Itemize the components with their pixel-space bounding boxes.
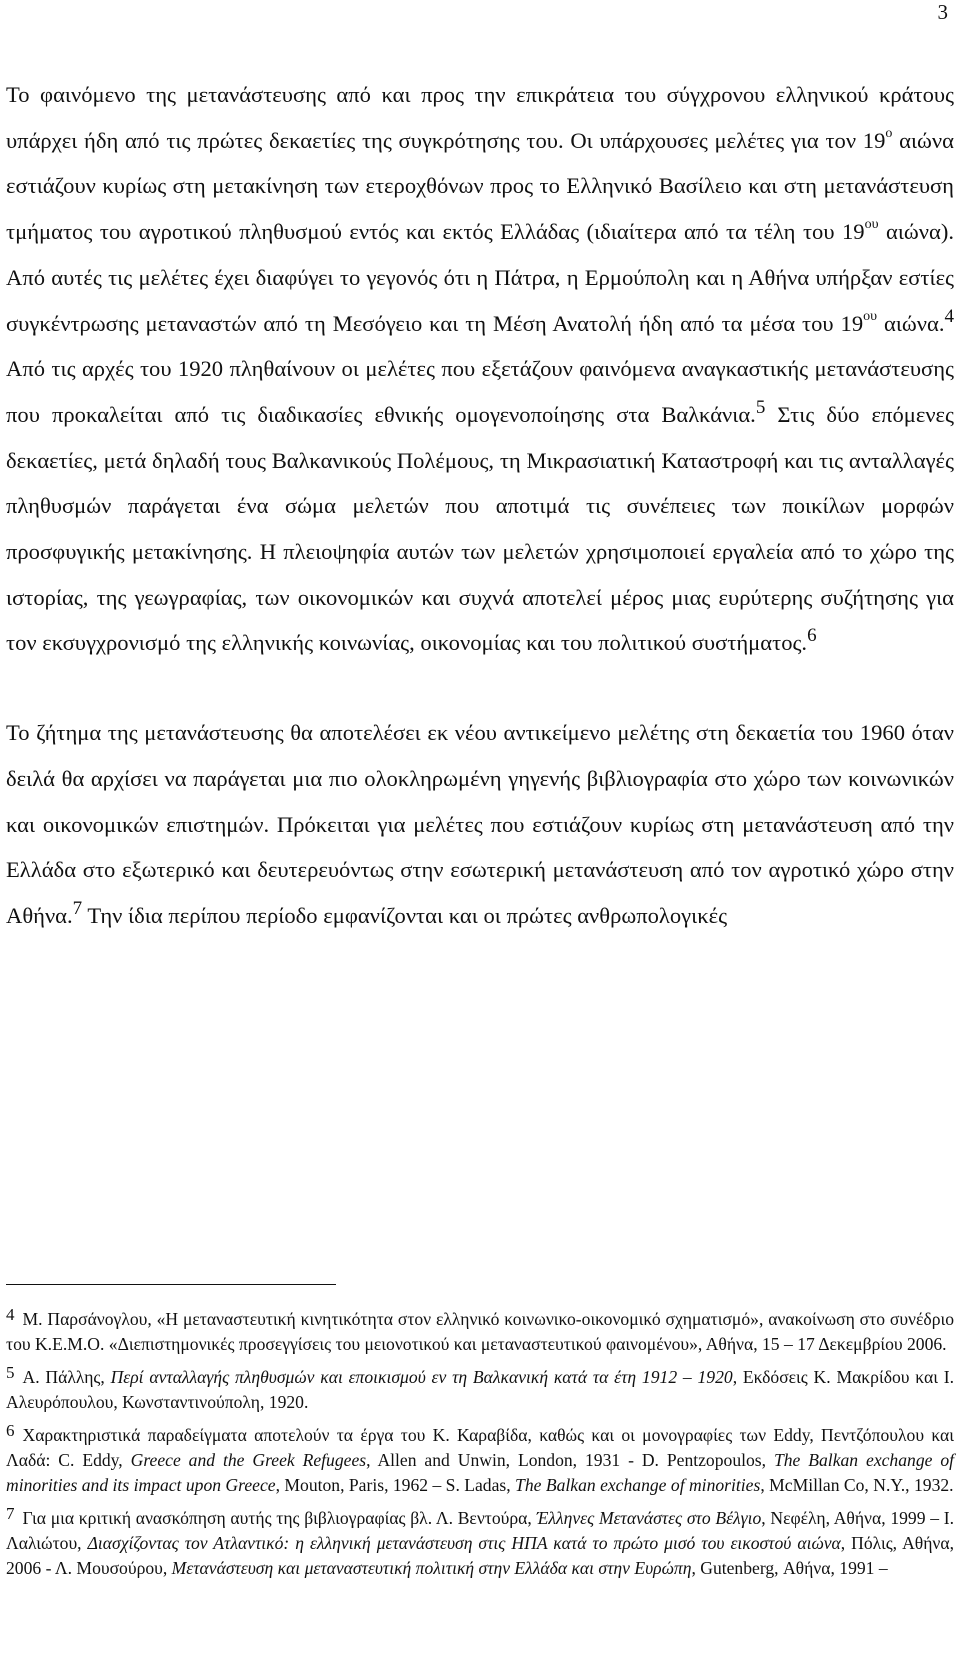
ordinal-superscript: ο [885, 125, 893, 141]
italic-title: Διασχίζοντας τον Ατλαντικό: η ελληνική μετανάστευση στις ΗΠΑ κατά το πρώτο μισό του εικοστού αιώνα [87, 1533, 841, 1553]
footnote-5 [6, 1365, 954, 1415]
footnote-reference: 4 [944, 305, 954, 327]
text-run: αιώνα εστιάζουν κυρίως στη μετακίνηση των ετεροχθόνων προς το Ελληνικό Βασίλειο και στη μετανάστευση τμήματος του αγροτικού πληθυσμού εντός και εκτός Ελλάδας (ιδιαίτερα από τα τέλη του 19 [6, 127, 954, 245]
footnote-number: 4 [6, 1305, 15, 1324]
footnote-6 [6, 1423, 954, 1498]
text-run: Μ. Παρσάνογλου, «Η μεταναστευτική κινητικότητα στον ελληνικό κοινωνικο-οικονομικό σχηματισμό», ανακοίνωση στο συνέδριο του Κ.Ε.Μ.Ο. «Διεπιστημονικές προσεγγίσεις του μειονοτικού και μεταναστευτικού φαινομένου», Αθήνα, 15 – 17 Δεκεμβρίου 2006. [6, 1309, 954, 1354]
footnote-reference: 7 [72, 897, 83, 919]
text-run: αιώνα. [877, 310, 945, 336]
italic-title: Έλληνες Μετανάστες στο Βέλγιο [536, 1508, 762, 1528]
ordinal-superscript: ου [864, 217, 879, 233]
footnotes [6, 1307, 954, 1589]
italic-title: Greece and the Greek Refugees [130, 1450, 367, 1470]
text-run: , Gutenberg, Αθήνα, 1991 – [691, 1558, 888, 1578]
text-run: Το φαινόμενο της μετανάστευσης από και προς την επικράτεια του σύγχρονου ελληνικού κράτους υπάρχει ήδη από τις πρώτες δεκαετίες της συγκρότησης του. Οι υπάρχουσες μελέτες για τον 19 [6, 82, 954, 153]
text-run: , Allen and Unwin, London, 1931 - D. Pentzopoulos, [366, 1450, 774, 1470]
italic-title: Περί ανταλλαγής πληθυσμών και εποικισμού εν τη Βαλκανική κατά τα έτη 1912 – 1920 [110, 1367, 733, 1387]
text-run: , Πόλις, Αθήνα, 2006 - Λ. Μουσούρου, [6, 1533, 954, 1578]
text-run: Από τις αρχές του 1920 πληθαίνουν οι μελέτες που εξετάζουν φαινόμενα αναγκαστικής μετανάστευσης που προκαλείται από τις διαδικασίες εθνικής ομογενοποίησης στα Βαλκάνια. [6, 356, 954, 427]
text-run: , Mouton, Paris, 1962 – S. Ladas, [275, 1475, 516, 1495]
footnote-7 [6, 1506, 954, 1581]
footnote-4 [6, 1307, 954, 1357]
italic-title: The Balkan exchange of minorities and its impact upon Greece [6, 1450, 955, 1495]
text-run: Στις δύο επόμενες δεκαετίες, μετά δηλαδή τους Βαλκανικούς Πολέμους, τη Μικρασιατική Καταστροφή και τις ανταλλαγές πληθυσμών παράγεται ένα σώμα μελετών που αποτιμά τις συνέπειες των ποικίλων μορφών προσφυγικής μετακίνησης. Η πλειοψηφία αυτών των μελετών χρησιμοποιεί εργαλεία από το χώρο της ιστορίας, της γεωγραφίας, των οικονομικών και συχνά αποτελεί μέρος μιας ευρύτερης συζήτησης για τον εκσυγχρονισμό της ελληνικής κοινωνίας, οικονομίας και του πολιτικού συστήματος. [6, 401, 954, 656]
text-run: , McMillan Co, N.Y., 1932. [760, 1475, 954, 1495]
paragraph-2 [6, 710, 954, 939]
text-run: αιώνα). Από αυτές τις μελέτες έχει διαφύγει το γεγονός ότι η Πάτρα, η Ερμούπολη και η Αθήνα υπήρξαν εστίες συγκέντρωσης μεταναστών από τη Μεσόγειο και τη Μέση Ανατολή ήδη από τα μέσα του 19 [6, 219, 954, 336]
text-run: Χαρακτηριστικά παραδείγματα αποτελούν τα έργα του Κ. Καραβίδα, καθώς και οι μονογραφίες των Eddy, Πεντζόπουλου και Λαδά: C. Eddy, [6, 1425, 954, 1470]
page-number: 3 [937, 0, 948, 24]
footnote-number: 5 [6, 1363, 15, 1382]
footnote-reference: 5 [755, 396, 766, 418]
text-run: , Εκδόσεις Κ. Μακρίδου και Ι. Αλευρόπουλου, Κωνσταντινούπολη, 1920. [6, 1367, 954, 1412]
footnote-number: 6 [6, 1421, 15, 1440]
body-text [6, 72, 954, 939]
text-run: Το ζήτημα της μετανάστευσης θα αποτελέσει εκ νέου αντικείμενο μελέτης στη δεκαετία του 1960 όταν δειλά θα αρχίσει να παράγεται μια πιο ολοκληρωμένη γηγενής βιβλιογραφία στο χώρο των κοινωνικών και οικονομικών επιστημών. Πρόκειται για μελέτες που εστιάζουν κυρίως στη μετανάστευση από την Ελλάδα στο εξωτερικό και δευτερευόντως στην εσωτερική μετανάστευση από τον αγροτικό χώρο στην Αθήνα. [6, 720, 954, 928]
text-run: , Νεφέλη, Αθήνα, 1999 – Ι. Λαλιώτου, [6, 1508, 954, 1553]
text-run: Για μια κριτική ανασκόπηση αυτής της βιβλιογραφίας βλ. Λ. Βεντούρα, [22, 1508, 537, 1528]
italic-title: The Balkan exchange of minorities [515, 1475, 761, 1495]
ordinal-superscript: ου [863, 308, 878, 324]
footnote-separator [6, 1284, 336, 1285]
footnote-number: 7 [6, 1504, 15, 1523]
paragraph-1 [6, 72, 954, 666]
footnote-reference: 6 [807, 625, 817, 647]
text-run: Την ίδια περίπου περίοδο εμφανίζονται και οι πρώτες ανθρωπολογικές [82, 902, 728, 928]
text-run: Α. Πάλλης, [22, 1367, 111, 1387]
italic-title: Μετανάστευση και μεταναστευτική πολιτική στην Ελλάδα και στην Ευρώπη [171, 1558, 692, 1578]
